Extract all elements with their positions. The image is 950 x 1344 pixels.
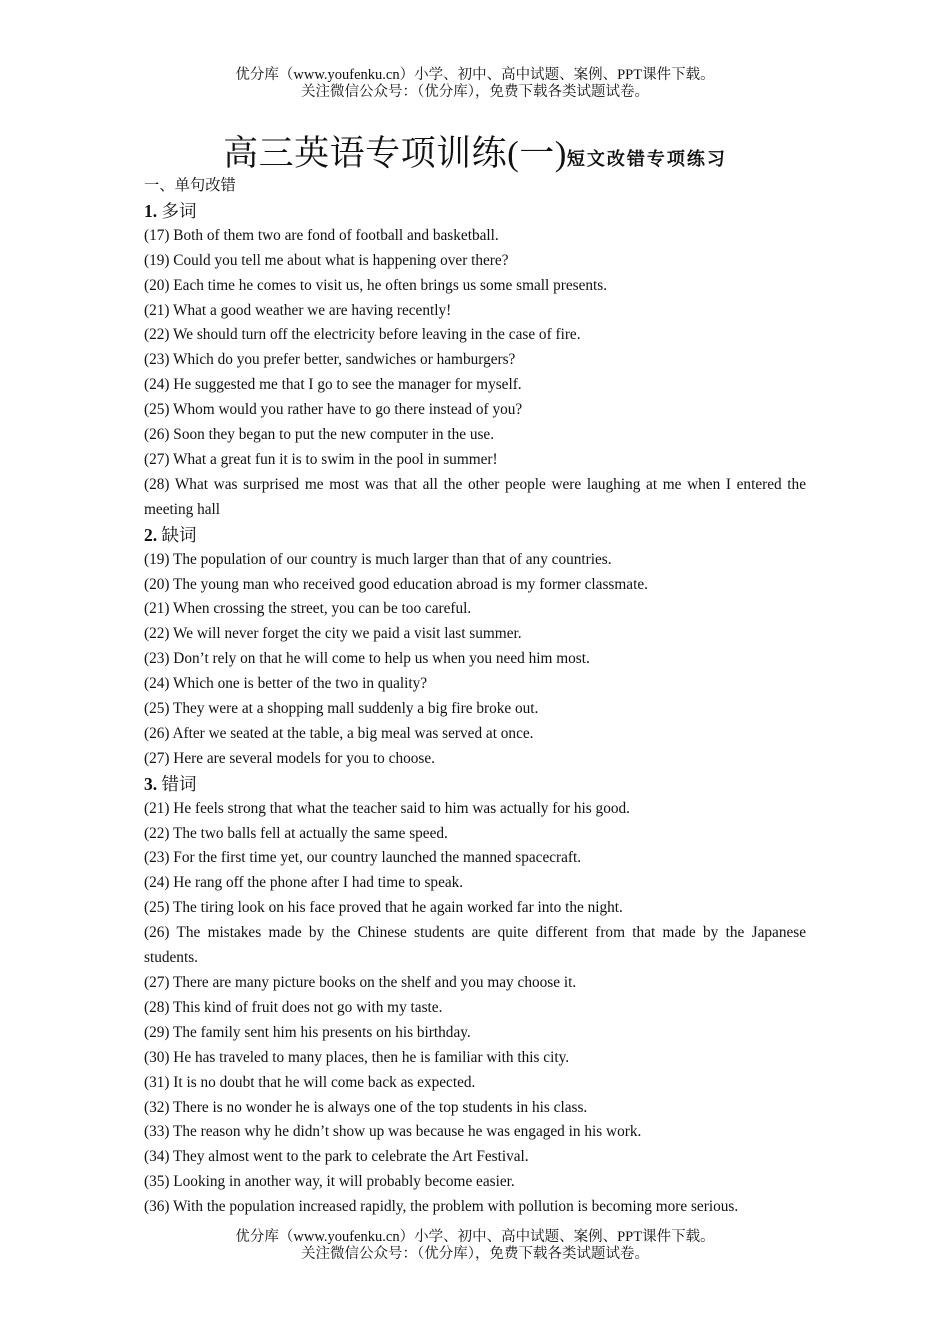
- exercise-item: (22) The two balls fell at actually the same speed.: [144, 824, 448, 842]
- section-wrong-words: [144, 772, 806, 1220]
- exercise-item: (17) Both of them two are fond of football and basketball.: [144, 226, 499, 244]
- exercise-item: (19) Could you tell me about what is happening over there?: [144, 251, 509, 269]
- exercise-item: (19) The population of our country is much larger than that of any countries.: [144, 550, 612, 568]
- section-name: 错词: [161, 773, 197, 794]
- exercise-item: (34) They almost went to the park to celebrate the Art Festival.: [144, 1148, 529, 1166]
- section-number: 1.: [144, 200, 158, 221]
- exercise-item: (26) Soon they began to put the new computer in the use.: [144, 426, 495, 444]
- section-number: 3.: [144, 773, 158, 794]
- exercise-item: (20) Each time he comes to visit us, he often brings us some small presents.: [144, 276, 608, 294]
- exercise-item: (22) We will never forget the city we paid a visit last summer.: [144, 625, 522, 643]
- title-main: 高三英语专项训练(一): [223, 134, 567, 173]
- title-subtitle: 短文改错专项练习: [566, 149, 727, 169]
- exercise-item: (23) Don’t rely on that he will come to help us when you need him most.: [144, 650, 590, 668]
- exercise-item: (27) Here are several models for you to choose.: [144, 749, 435, 767]
- section-heading: [144, 199, 806, 224]
- exercise-item: (33) The reason why he didn’t show up was because he was engaged in his work.: [144, 1123, 642, 1141]
- exercise-item: (26) After we seated at the table, a big meal was served at once.: [144, 724, 534, 742]
- exercise-item: (24) He suggested me that I go to see the manager for myself.: [144, 376, 522, 394]
- exercise-item: (30) He has traveled to many places, then he is familiar with this city.: [144, 1048, 570, 1066]
- exercise-item: (36) With the population increased rapidly, the problem with pollution is becoming more serious.: [144, 1198, 739, 1216]
- part-title: 一、单句改错: [144, 177, 236, 194]
- exercise-item: (23) Which do you prefer better, sandwiches or hamburgers?: [144, 351, 516, 369]
- exercise-item: (21) When crossing the street, you can be too careful.: [144, 600, 472, 618]
- exercise-item: (25) Whom would you rather have to go there instead of you?: [144, 401, 523, 419]
- footer-line-2: 关注微信公众号：（优分库），免费下载各类试题试卷。: [301, 1246, 649, 1262]
- header-line-1: 优分库（www.youfenku.cn）小学、初中、高中试题、案例、PPT课件下载。: [235, 67, 715, 83]
- exercise-item: (23) For the first time yet, our country launched the manned spacecraft.: [144, 849, 582, 867]
- exercise-item: (28) This kind of fruit does not go with my taste.: [144, 998, 443, 1016]
- header-line-2: 关注微信公众号：（优分库），免费下载各类试题试卷。: [301, 84, 649, 100]
- section-name: 缺词: [161, 524, 197, 545]
- exercise-item: (28) What was surprised me most was that all the other people were laughing at me when I entered the meeting hall: [144, 475, 806, 518]
- exercise-item: (26) The mistakes made by the Chinese students are quite different from that made by the Japanese students.: [144, 924, 806, 967]
- exercise-item: (35) Looking in another way, it will probably become easier.: [144, 1173, 515, 1191]
- footer-line-1: 优分库（www.youfenku.cn）小学、初中、高中试题、案例、PPT课件下载。: [235, 1229, 715, 1245]
- section-heading: [144, 772, 806, 797]
- section-heading: [144, 523, 806, 548]
- section-number: 2.: [144, 524, 158, 545]
- document-body: [144, 174, 806, 1220]
- exercise-item: (25) They were at a shopping mall suddenly a big fire broke out.: [144, 700, 539, 718]
- exercise-item: (24) Which one is better of the two in quality?: [144, 675, 428, 693]
- exercise-item: (20) The young man who received good education abroad is my former classmate.: [144, 575, 648, 593]
- exercise-item: (27) There are many picture books on the shelf and you may choose it.: [144, 974, 577, 991]
- exercise-item: (22) We should turn off the electricity before leaving in the case of fire.: [144, 326, 581, 344]
- exercise-item: (25) The tiring look on his face proved that he again worked far into the night.: [144, 899, 623, 917]
- exercise-item: (24) He rang off the phone after I had time to speak.: [144, 874, 464, 892]
- section-name: 多词: [161, 200, 197, 221]
- exercise-item: (21) What a good weather we are having recently!: [144, 301, 452, 319]
- exercise-item: (32) There is no wonder he is always one of the top students in his class.: [144, 1098, 588, 1116]
- section-extra-words: [144, 199, 806, 523]
- page-footer: [0, 1229, 950, 1263]
- exercise-item: (31) It is no doubt that he will come back as expected.: [144, 1073, 476, 1091]
- page-header: [0, 67, 950, 101]
- document-title: [0, 126, 950, 176]
- exercise-item: (21) He feels strong that what the teacher said to him was actually for his good.: [144, 799, 630, 817]
- exercise-item: (27) What a great fun it is to swim in the pool in summer!: [144, 450, 498, 468]
- exercise-item: (29) The family sent him his presents on his birthday.: [144, 1023, 471, 1041]
- section-missing-words: [144, 523, 806, 772]
